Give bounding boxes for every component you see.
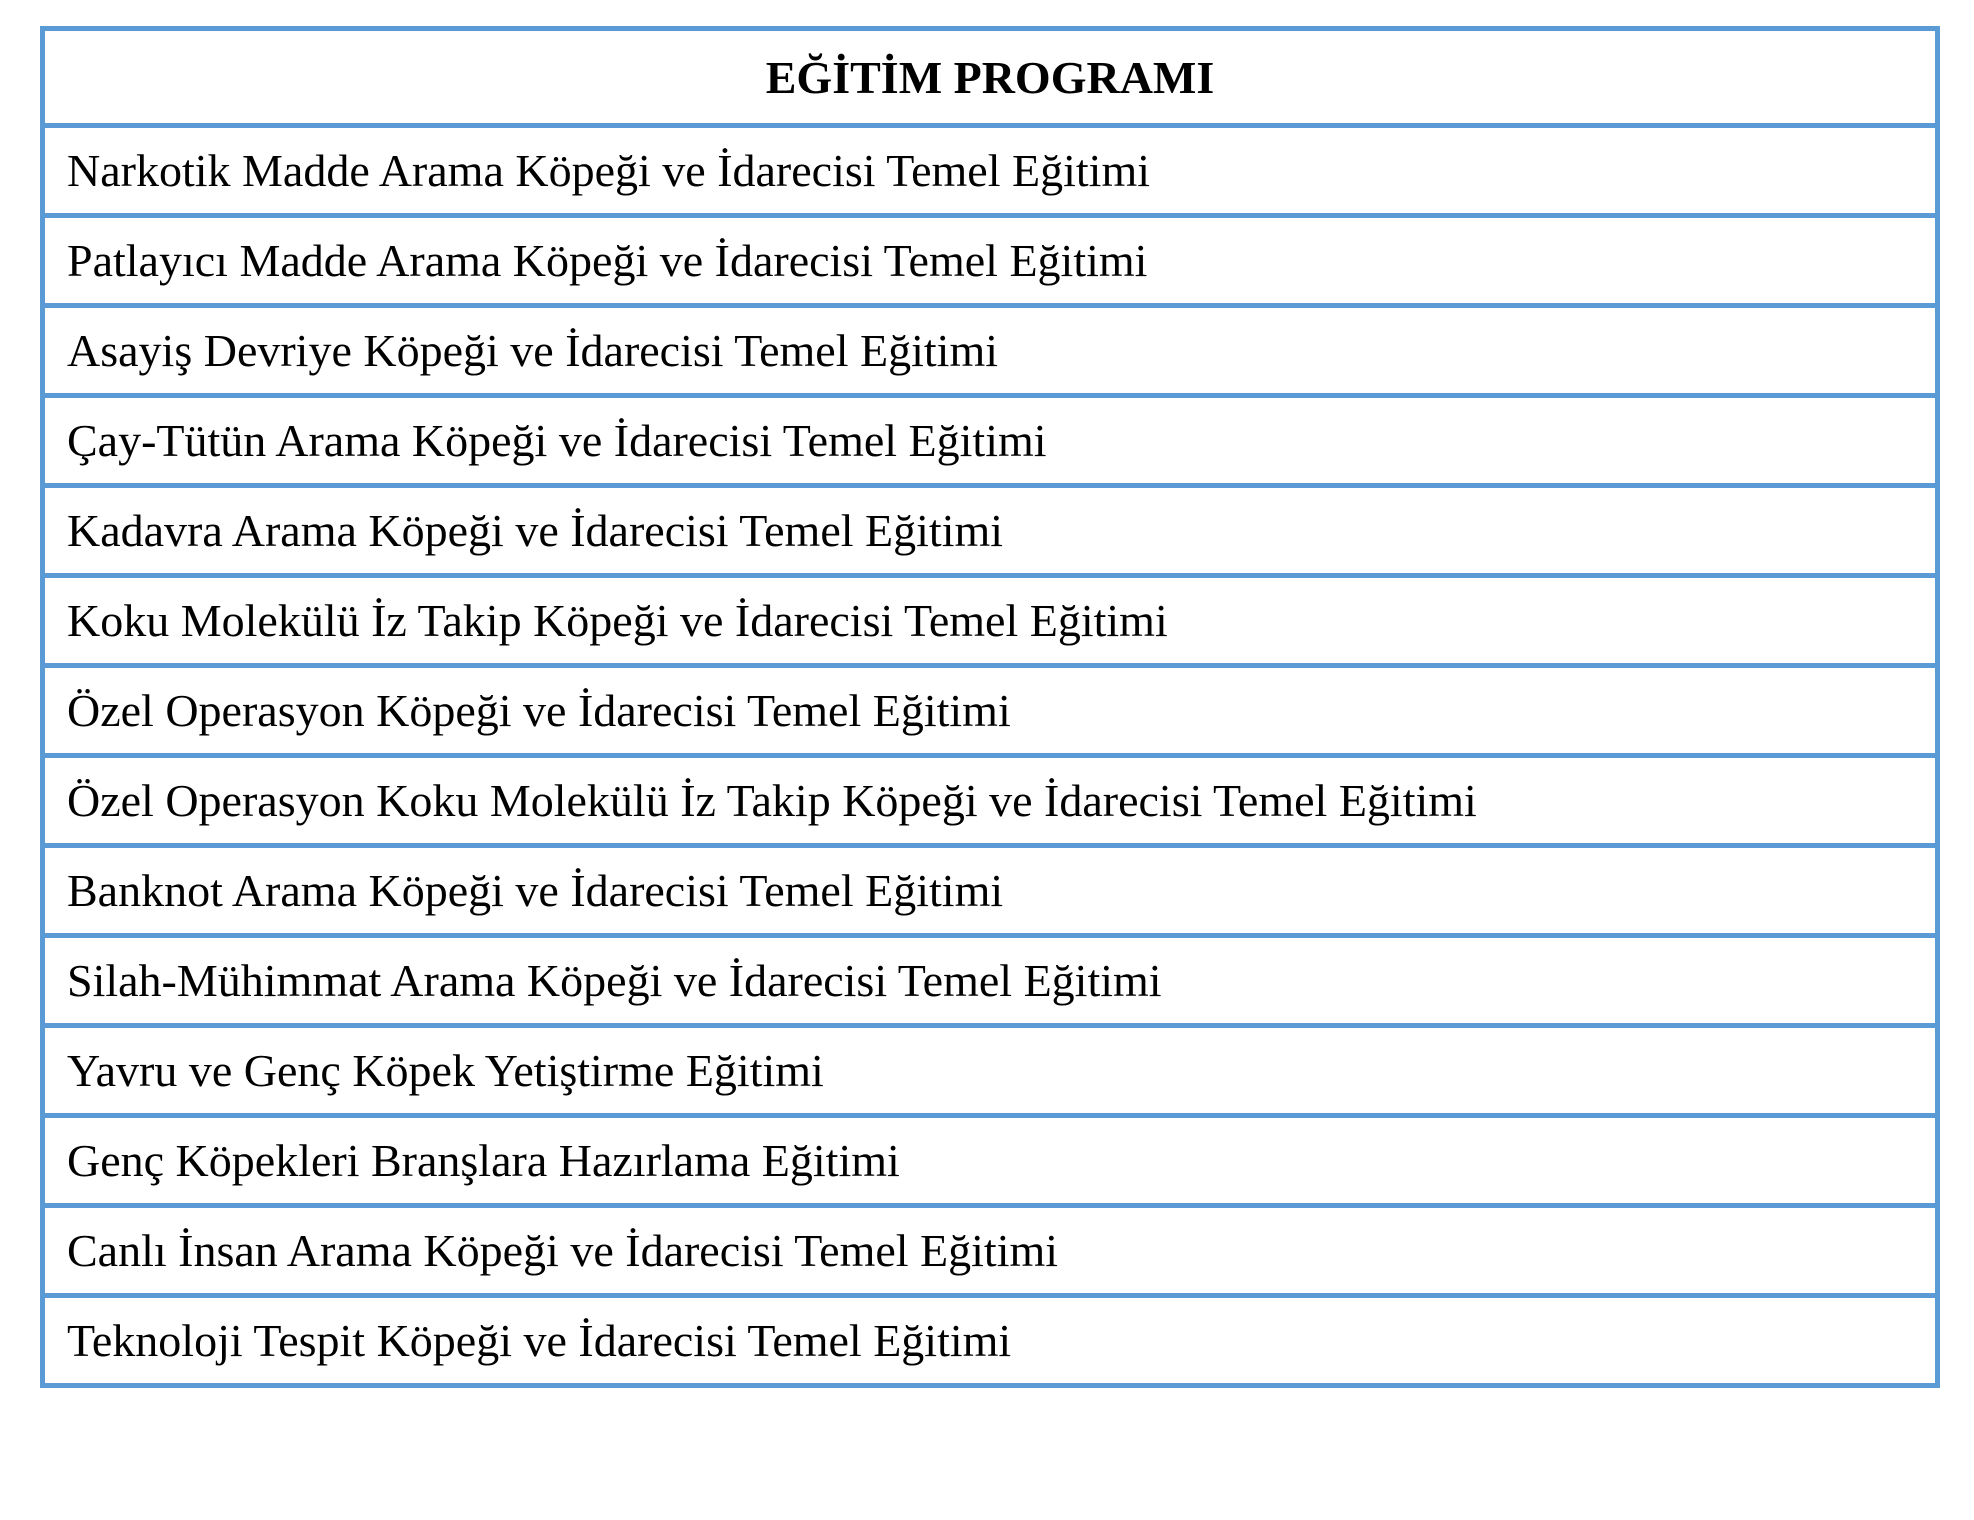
table-row xyxy=(43,846,1938,936)
program-cell: Narkotik Madde Arama Köpeği ve İdarecisi Temel Eğitimi xyxy=(43,126,1938,216)
program-cell: Teknoloji Tespit Köpeği ve İdarecisi Temel Eğitimi xyxy=(43,1296,1938,1386)
table-row xyxy=(43,1116,1938,1206)
table-row xyxy=(43,666,1938,756)
table-row xyxy=(43,1296,1938,1386)
program-cell: Canlı İnsan Arama Köpeği ve İdarecisi Temel Eğitimi xyxy=(43,1206,1938,1296)
program-cell: Yavru ve Genç Köpek Yetiştirme Eğitimi xyxy=(43,1026,1938,1116)
table-body xyxy=(43,126,1938,1386)
table-row xyxy=(43,396,1938,486)
table-row xyxy=(43,1026,1938,1116)
training-program-table xyxy=(40,26,1940,1388)
table-row xyxy=(43,936,1938,1026)
program-cell: Silah-Mühimmat Arama Köpeği ve İdarecisi Temel Eğitimi xyxy=(43,936,1938,1026)
table-row xyxy=(43,1206,1938,1296)
program-cell: Kadavra Arama Köpeği ve İdarecisi Temel Eğitimi xyxy=(43,486,1938,576)
table-row xyxy=(43,576,1938,666)
program-cell: Özel Operasyon Koku Molekülü İz Takip Köpeği ve İdarecisi Temel Eğitimi xyxy=(43,756,1938,846)
table-head xyxy=(43,29,1938,126)
table-row xyxy=(43,306,1938,396)
program-cell: Özel Operasyon Köpeği ve İdarecisi Temel Eğitimi xyxy=(43,666,1938,756)
table-row xyxy=(43,126,1938,216)
header-row xyxy=(43,29,1938,126)
table-row xyxy=(43,756,1938,846)
table-row xyxy=(43,216,1938,306)
program-cell: Koku Molekülü İz Takip Köpeği ve İdarecisi Temel Eğitimi xyxy=(43,576,1938,666)
program-cell: Çay-Tütün Arama Köpeği ve İdarecisi Temel Eğitimi xyxy=(43,396,1938,486)
program-cell: Banknot Arama Köpeği ve İdarecisi Temel Eğitimi xyxy=(43,846,1938,936)
table-row xyxy=(43,486,1938,576)
program-cell: Genç Köpekleri Branşlara Hazırlama Eğitimi xyxy=(43,1116,1938,1206)
program-cell: Patlayıcı Madde Arama Köpeği ve İdarecisi Temel Eğitimi xyxy=(43,216,1938,306)
table-header: EĞİTİM PROGRAMI xyxy=(43,29,1938,126)
program-cell: Asayiş Devriye Köpeği ve İdarecisi Temel Eğitimi xyxy=(43,306,1938,396)
